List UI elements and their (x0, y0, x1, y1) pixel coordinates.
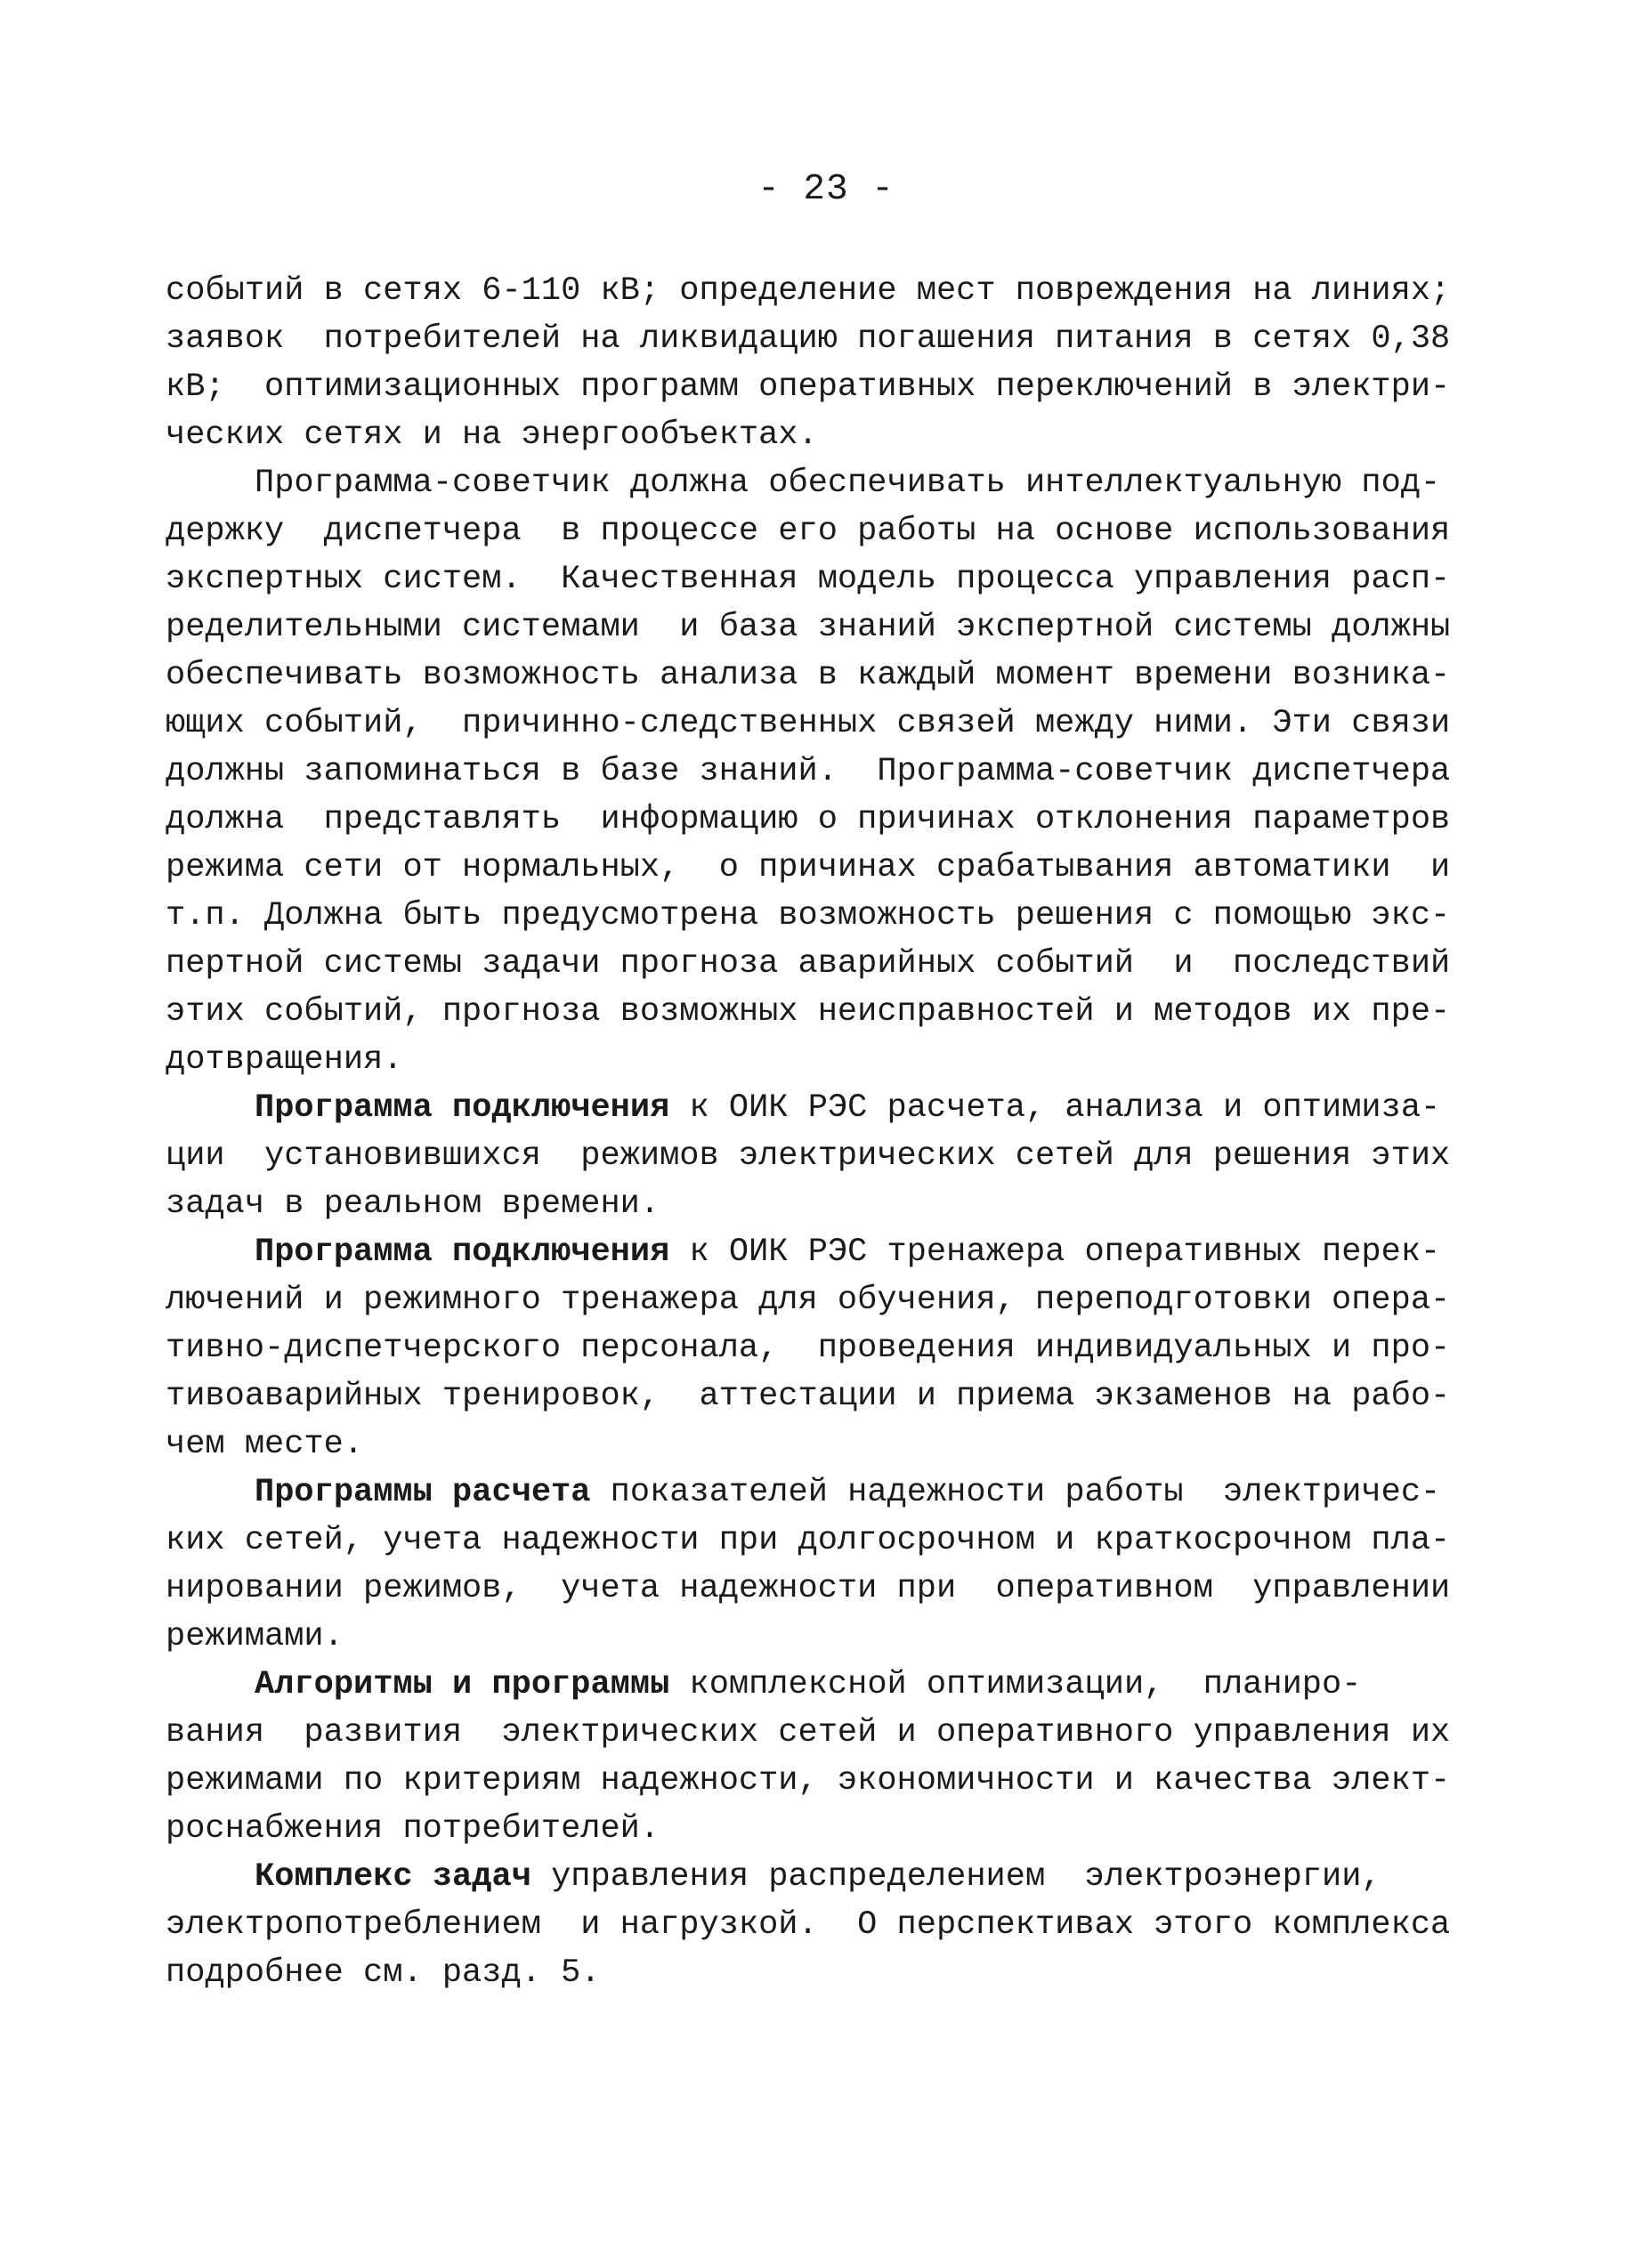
text-line: электропотреблением и нагрузкой. О перспективах этого комплекса (166, 1906, 1451, 1944)
paragraph-advisor-program (166, 459, 1451, 1084)
text-line: должна представлять информацию о причинах отклонения параметров (166, 801, 1451, 838)
text-line: подробнее см. разд. 5. (166, 1954, 601, 1992)
bold-heading: Комплекс задач (255, 1858, 531, 1896)
paragraph-calc-connection (166, 1084, 1451, 1228)
text-line: обеспечивать возможность анализа в каждый момент времени возника- (166, 657, 1451, 694)
text-line: ких сетей, учета надежности при долгосрочном и краткосрочном пла- (166, 1522, 1451, 1559)
text-line: режимами. (166, 1618, 344, 1655)
bold-heading: Программа подключения (255, 1234, 670, 1271)
text-run: управления распределением электроэнергии, (530, 1858, 1381, 1896)
text-line: кВ; оптимизационных программ оперативных переключений в электри- (166, 368, 1451, 406)
text-line: чем месте. (166, 1426, 364, 1463)
text-run: комплексной оптимизации, планиро- (669, 1666, 1362, 1703)
text-run: к ОИК РЭС расчета, анализа и оптимиза- (669, 1089, 1441, 1127)
text-line (166, 1084, 1441, 1132)
bold-heading: Программы расчета (255, 1474, 591, 1511)
text-line (166, 1661, 1394, 1709)
paragraph-algorithms (166, 1661, 1451, 1853)
text-line: задач в реальном времени. (166, 1185, 660, 1223)
text-line: заявок потребителей на ликвидацию погашения питания в сетях 0,38 (166, 320, 1451, 358)
text-run: к ОИК РЭС тренажера оперативных перек- (669, 1234, 1441, 1271)
paragraph-continuation (166, 267, 1451, 459)
text-run: показателей надежности работы электричес- (590, 1474, 1441, 1511)
paragraph-trainer-connection (166, 1228, 1451, 1468)
bold-heading: Программа подключения (255, 1089, 670, 1127)
text-line (166, 1228, 1441, 1276)
text-line: должны запоминаться в базе знаний. Программа-советчик диспетчера (166, 753, 1451, 790)
text-line (166, 1468, 1441, 1517)
text-line: тивно-диспетчерского персонала, проведения индивидуальных и про- (166, 1330, 1451, 1367)
text-line: ределительными системами и база знаний экспертной системы должны (166, 609, 1451, 646)
text-line: ции установившихся режимов электрических сетей для решения этих (166, 1137, 1451, 1175)
text-line: экспертных систем. Качественная модель процесса управления расп- (166, 561, 1451, 598)
text-line: этих событий, прогноза возможных неисправностей и методов их пре- (166, 993, 1451, 1031)
text-line: роснабжения потребителей. (166, 1810, 660, 1848)
bold-heading: Алгоритмы и программы (255, 1666, 670, 1703)
text-line: тивоаварийных тренировок, аттестации и приема экзаменов на рабо- (166, 1378, 1451, 1415)
text-line (166, 1853, 1394, 1901)
page-number: - 23 - (757, 169, 895, 210)
text-line: держку диспетчера в процессе его работы на основе использования (166, 513, 1451, 550)
text-line: нировании режимов, учета надежности при оперативном управлении (166, 1570, 1451, 1607)
text-line: лючений и режимного тренажера для обучения, переподготовки опера- (166, 1282, 1451, 1319)
text-line: вания развития электрических сетей и оперативного управления их (166, 1714, 1451, 1751)
text-line: т.п. Должна быть предусмотрена возможность решения с помощью экс- (166, 897, 1451, 934)
paragraph-reliability-programs (166, 1468, 1451, 1661)
text-line: пертной системы задачи прогноза аварийных событий и последствий (166, 945, 1451, 983)
text-line: событий в сетях 6-110 кВ; определение мест повреждения на линиях; (166, 272, 1451, 310)
text-line: Программа-советчик должна обеспечивать интеллектуальную под- (255, 465, 1441, 502)
text-line: дотвращения. (166, 1041, 403, 1079)
text-line: ческих сетях и на энергообъектах. (166, 417, 818, 454)
paragraph-task-complex (166, 1853, 1451, 1997)
text-line: ющих событий, причинно-следственных связей между ними. Эти связи (166, 705, 1451, 742)
text-line: режимами по критериям надежности, экономичности и качества элект- (166, 1762, 1451, 1800)
text-line: режима сети от нормальных, о причинах срабатывания автоматики и (166, 849, 1451, 886)
